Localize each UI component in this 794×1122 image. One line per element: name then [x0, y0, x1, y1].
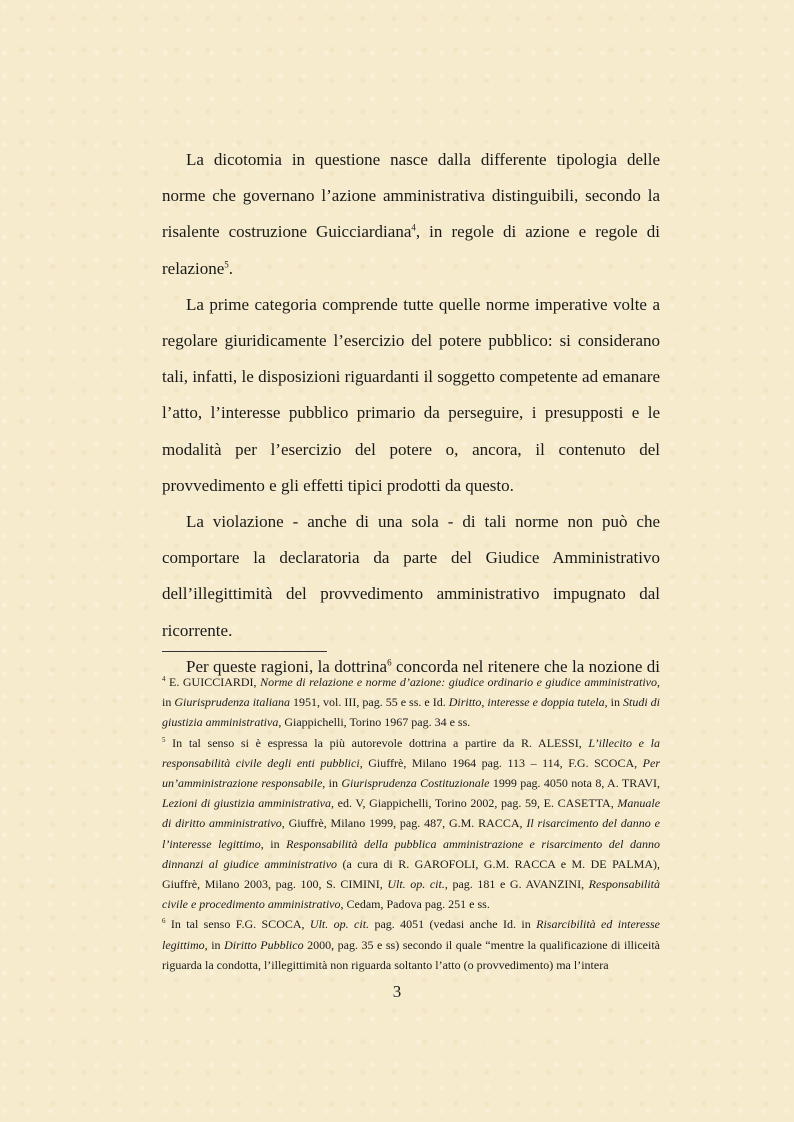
fn4-title: Giurisprudenza italiana — [174, 695, 291, 710]
fn5-text: , in — [322, 776, 342, 791]
fn5-text: , in — [260, 836, 287, 851]
fn5-text: , Cedam, Padova pag. 251 e ss. — [340, 897, 490, 912]
fn6-title: Diritto Pubblico — [224, 937, 304, 952]
paragraph-1-end: . — [228, 258, 234, 278]
fn5-text: , ed. V, Giappichelli, Torino 2002, pag. 59, E. CASETTA, — [330, 796, 618, 811]
paragraph-1 — [162, 142, 660, 287]
page-number: 3 — [392, 982, 402, 1001]
fn5-text: In tal senso si è espressa la più autorevole dottrina a partire da R. ALESSI, — [165, 735, 589, 750]
fn6-text: In tal senso F.G. SCOCA, — [165, 917, 310, 932]
main-text — [162, 142, 660, 685]
footnote-4-number: 4 — [162, 675, 166, 683]
footnote-separator — [162, 651, 327, 652]
fn5-title: Giurisprudenza Costituzionale — [341, 776, 490, 791]
fn5-title: Responsabilità della pubblica amministrazione e risarcimento del danno dinnanzi al giudice amministrativo — [162, 836, 660, 871]
footnote-4 — [162, 672, 660, 733]
paragraph-2: La prime categoria comprende tutte quelle norme imperative volte a regolare giuridicamente l’esercizio del potere pubblico: si considerano tali, infatti, le disposizioni riguardanti il soggetto competente ad emanare l’atto, l’interesse pubblico primario da perseguire, i presupposti e le modalità per l’esercizio del potere o, ancora, il contenuto del provvedimento e gli effetti tipici prodotti da questo. — [162, 294, 660, 495]
fn5-text: , Giuffrè, Milano 1964 pag. 113 – 114, F.G. SCOCA, — [359, 755, 643, 770]
paragraph-4-text: Per queste ragioni, la dottrina — [186, 656, 388, 676]
fn4-title: Norme di relazione e norme d’azione: giudice ordinario e giudice amministrativo — [260, 675, 657, 689]
fn4-text: 1951, vol. III, pag. 55 e ss. e Id. — [290, 695, 449, 710]
fn5-title: Lezioni di giustizia amministrativa — [162, 796, 331, 811]
footnote-ref-4[interactable]: 4 — [411, 222, 416, 233]
footnote-6-number: 6 — [162, 917, 166, 926]
fn5-title: Per un’amministrazione responsabile — [162, 755, 660, 791]
fn6-text: 2000, pag. 35 e ss) secondo il quale “mentre la qualificazione di illiceità riguarda la condotta, l’illegittimità non riguarda soltanto l’atto (o provvedimento) ma l’intera — [162, 937, 660, 972]
fn6-title: Ult. op. cit. — [309, 917, 370, 932]
footnote-6 — [162, 914, 660, 975]
fn5-title: L’illecito e la responsabilità civile degli enti pubblici — [162, 735, 660, 770]
fn5-text: , pag. 181 e G. AVANZINI, — [444, 877, 589, 892]
fn5-title: Responsabilità civile e procedimento amministrativo — [162, 877, 661, 912]
paragraph-4-text-2: concorda nel ritenere che la nozione di — [391, 656, 660, 676]
fn6-title: Risarcibilità ed interesse legittimo — [162, 917, 660, 952]
fn5-text: (a cura di R. GAROFOLI, G.M. RACCA e M. DE PALMA), Giuffrè, Milano 2003, pag. 100, S. CIMINI, — [162, 856, 660, 892]
footnote-ref-5[interactable]: 5 — [224, 258, 229, 269]
fn4-text: , in — [162, 675, 660, 710]
fn5-title: Ult. op. cit. — [387, 877, 445, 892]
paragraph-1-text-2: , in regole di azione e regole di relazione — [162, 222, 660, 278]
fn6-text: , in — [204, 937, 225, 952]
fn4-title: Diritto, interesse e doppia tutela, — [448, 695, 608, 710]
paragraph-1-text: La dicotomia in questione nasce dalla differente tipologia delle norme che governano l’azione amministrativa distinguibili, secondo la risalente costruzione Guicciardiana — [162, 150, 660, 242]
fn5-text: , Giuffrè, Milano 1999, pag. 487, G.M. RACCA, — [281, 816, 527, 831]
footnote-5-number: 5 — [162, 735, 166, 744]
paragraph-3: La violazione - anche di una sola - di tali norme non può che comportare la declaratoria da parte del Giudice Amministrativo dell’illegittimità del provvedimento amministrativo impugnato dal ricorrente. — [162, 512, 660, 640]
fn5-text: 1999 pag. 4050 nota 8, A. TRAVI, — [489, 776, 660, 791]
fn4-text: in — [607, 695, 623, 710]
fn6-text: pag. 4051 (vedasi anche Id. in — [369, 917, 537, 932]
footnote-ref-6[interactable]: 6 — [387, 657, 392, 668]
fn5-title: Il risarcimento del danno e l’interesse legittimo — [162, 816, 660, 851]
fn4-text: , Giappichelli, Torino 1967 pag. 34 e ss. — [278, 715, 471, 730]
fn4-title: Studi di giustizia amministrativa — [162, 695, 660, 730]
footnotes — [162, 672, 660, 975]
footnote-5 — [162, 733, 660, 915]
fn4-text: E. GUICCIARDI, — [165, 675, 261, 689]
fn5-title: Manuale di diritto amministrativo — [162, 796, 661, 831]
